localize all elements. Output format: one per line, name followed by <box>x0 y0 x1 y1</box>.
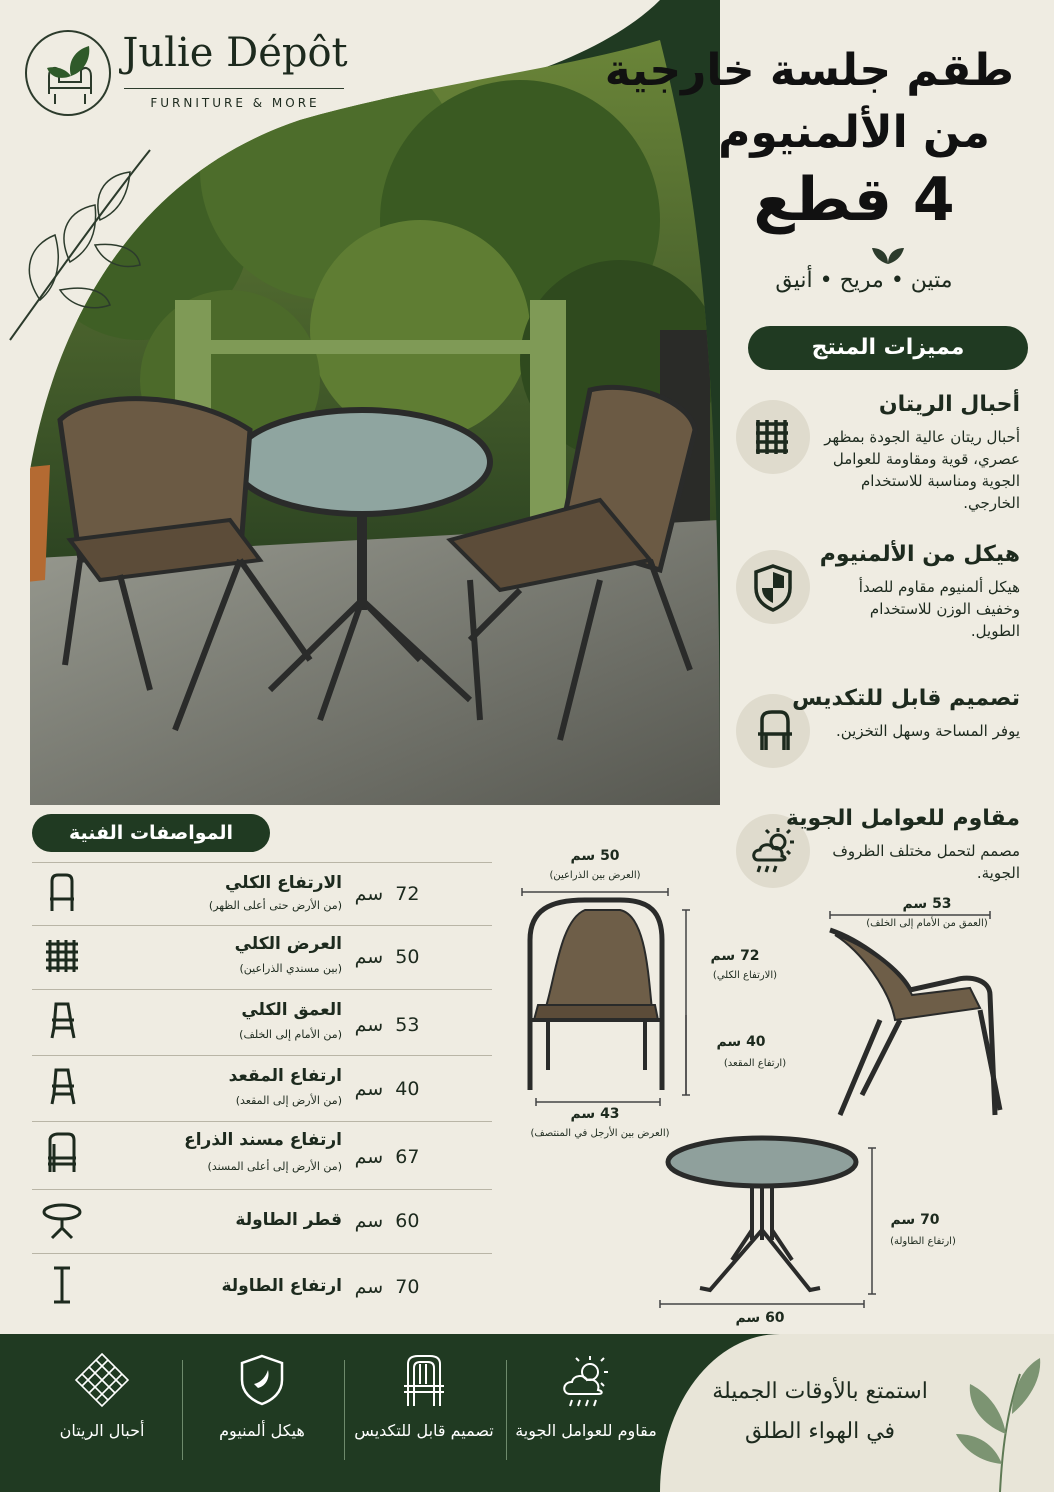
spec-title: العمق الكلي <box>241 1000 342 1020</box>
feature-stackable <box>736 686 1036 826</box>
spec-subtitle: (من الأرض حتى أعلى الظهر) <box>208 899 342 912</box>
dim-front-height-note: (الارتفاع الكلي) <box>712 970 778 981</box>
footer-label: مقاوم للعوامل الجوية <box>515 1421 657 1440</box>
spec-value: 67 سم <box>354 1146 420 1168</box>
footer-label: تصميم قابل للتكديس <box>354 1421 494 1440</box>
spec-title: ارتفاع الطاولة <box>221 1276 342 1296</box>
spec-value: 50 سم <box>354 946 420 968</box>
spec-row <box>32 1122 492 1190</box>
footer-item-stackable <box>344 1350 504 1480</box>
footer-label: أحبال الريتان <box>59 1421 145 1440</box>
features-heading: مميزات المنتج <box>748 326 1028 370</box>
shield-icon <box>232 1350 292 1410</box>
feature-title: هيكل من الألمنيوم <box>819 542 1020 567</box>
spec-subtitle: (بين مسندي الذراعين) <box>239 962 342 975</box>
dimension-drawings <box>500 880 1054 1330</box>
spec-row <box>32 1190 492 1254</box>
shield-icon <box>736 550 810 624</box>
rattan-weave-icon <box>40 934 84 978</box>
footer-label: هيكل ألمنيوم <box>219 1421 305 1440</box>
product-tagline: متين • مريح • أنيق <box>775 268 953 293</box>
feature-aluminum <box>736 542 1036 682</box>
spec-subtitle: (من الأرض إلى أعلى المسند) <box>207 1160 342 1173</box>
stacked-chair-icon <box>40 1130 84 1174</box>
chair-side-icon <box>40 998 84 1042</box>
specs-heading: المواصفات الفنية <box>32 814 270 852</box>
spec-row <box>32 990 492 1056</box>
cta-text <box>690 1372 950 1452</box>
leaf-ornament-icon <box>868 244 908 266</box>
rattan-weave-icon <box>72 1350 132 1410</box>
spec-subtitle: (من الأرض إلى المقعد) <box>235 1094 342 1107</box>
dim-table-height-note: (ارتفاع الطاولة) <box>890 1236 956 1247</box>
dim-leg-width-note: (العرض بين الأرجل في المنتصف) <box>530 1128 670 1139</box>
spec-subtitle: (من الأمام إلى الخلف) <box>239 1028 342 1041</box>
chair-front-icon <box>40 871 84 915</box>
dim-front-height: 72 سم <box>710 948 760 964</box>
dim-table-diameter: 60 سم <box>735 1310 785 1326</box>
feature-title: مقاوم للعوامل الجوية <box>785 806 1020 831</box>
spec-row <box>32 862 492 926</box>
feature-desc: هيكل ألمنيوم مقاوم للصدأ وخفيف الوزن للاستخدام الطويل. <box>858 578 1020 640</box>
brand-divider <box>124 88 344 89</box>
product-title <box>604 40 1014 236</box>
rattan-weave-icon <box>736 400 810 474</box>
dim-seat-height: 40 سم <box>716 1034 766 1050</box>
spec-value: 53 سم <box>354 1014 420 1036</box>
footer-item-rattan <box>22 1350 182 1480</box>
dim-depth-note: (العمق من الأمام إلى الخلف) <box>866 918 988 929</box>
footer-item-aluminum <box>182 1350 342 1480</box>
feature-desc: يوفر المساحة وسهل التخزين. <box>835 722 1020 740</box>
title-line-1: طقم جلسة خارجية <box>604 45 1014 96</box>
leaf-branch-icon <box>950 1344 1050 1492</box>
dim-table-height: 70 سم <box>890 1212 940 1228</box>
logo-mark <box>25 30 111 116</box>
dim-leg-width: 43 سم <box>570 1106 620 1122</box>
dim-seat-height-note: (ارتفاع المقعد) <box>723 1058 787 1069</box>
feature-desc: أحبال ريتان عالية الجودة بمظهر عصري، قوية ومقاومة للعوامل الجوية ومناسبة للاستخدام الخارجي. <box>824 428 1020 512</box>
spec-row <box>32 926 492 990</box>
brand-tagline: FURNITURE & MORE <box>150 96 320 110</box>
feature-title: أحبال الريتان <box>878 392 1020 417</box>
brand-name: Julie Dépôt <box>122 30 348 76</box>
spec-value: 70 سم <box>354 1276 420 1298</box>
feature-title: تصميم قابل للتكديس <box>792 686 1020 711</box>
title-line-2: من الألمنيوم <box>718 107 990 158</box>
cta-line-1: استمتع بالأوقات الجميلة <box>712 1379 928 1404</box>
stacked-chair-icon <box>394 1350 454 1410</box>
spec-row <box>32 1254 492 1318</box>
dim-front-width: 50 سم <box>570 848 620 864</box>
height-icon <box>40 1262 84 1306</box>
title-line-3: 4 قطع <box>753 165 955 235</box>
dim-depth: 53 سم <box>902 896 952 912</box>
spec-value: 60 سم <box>354 1210 420 1232</box>
spec-value: 72 سم <box>354 883 420 905</box>
spec-title: الارتفاع الكلي <box>224 873 342 893</box>
dim-front-width-note: (العرض بين الذراعين) <box>549 870 641 881</box>
feature-desc: مصمم لتحمل مختلف الظروف الجوية. <box>832 842 1020 882</box>
cta-line-2: في الهواء الطلق <box>744 1419 896 1444</box>
footer-item-weather <box>506 1350 666 1480</box>
chair-leaf-logo-icon <box>27 32 113 118</box>
spec-title: ارتفاع المقعد <box>228 1066 342 1086</box>
spec-title: ارتفاع مسند الذراع <box>184 1130 342 1150</box>
table-icon <box>40 1198 84 1242</box>
weather-icon <box>556 1350 616 1410</box>
chair-side-icon <box>40 1064 84 1108</box>
spec-value: 40 سم <box>354 1078 420 1100</box>
spec-row <box>32 1056 492 1122</box>
feature-rattan <box>736 392 1036 532</box>
spec-title: قطر الطاولة <box>235 1210 342 1230</box>
spec-title: العرض الكلي <box>234 934 342 954</box>
